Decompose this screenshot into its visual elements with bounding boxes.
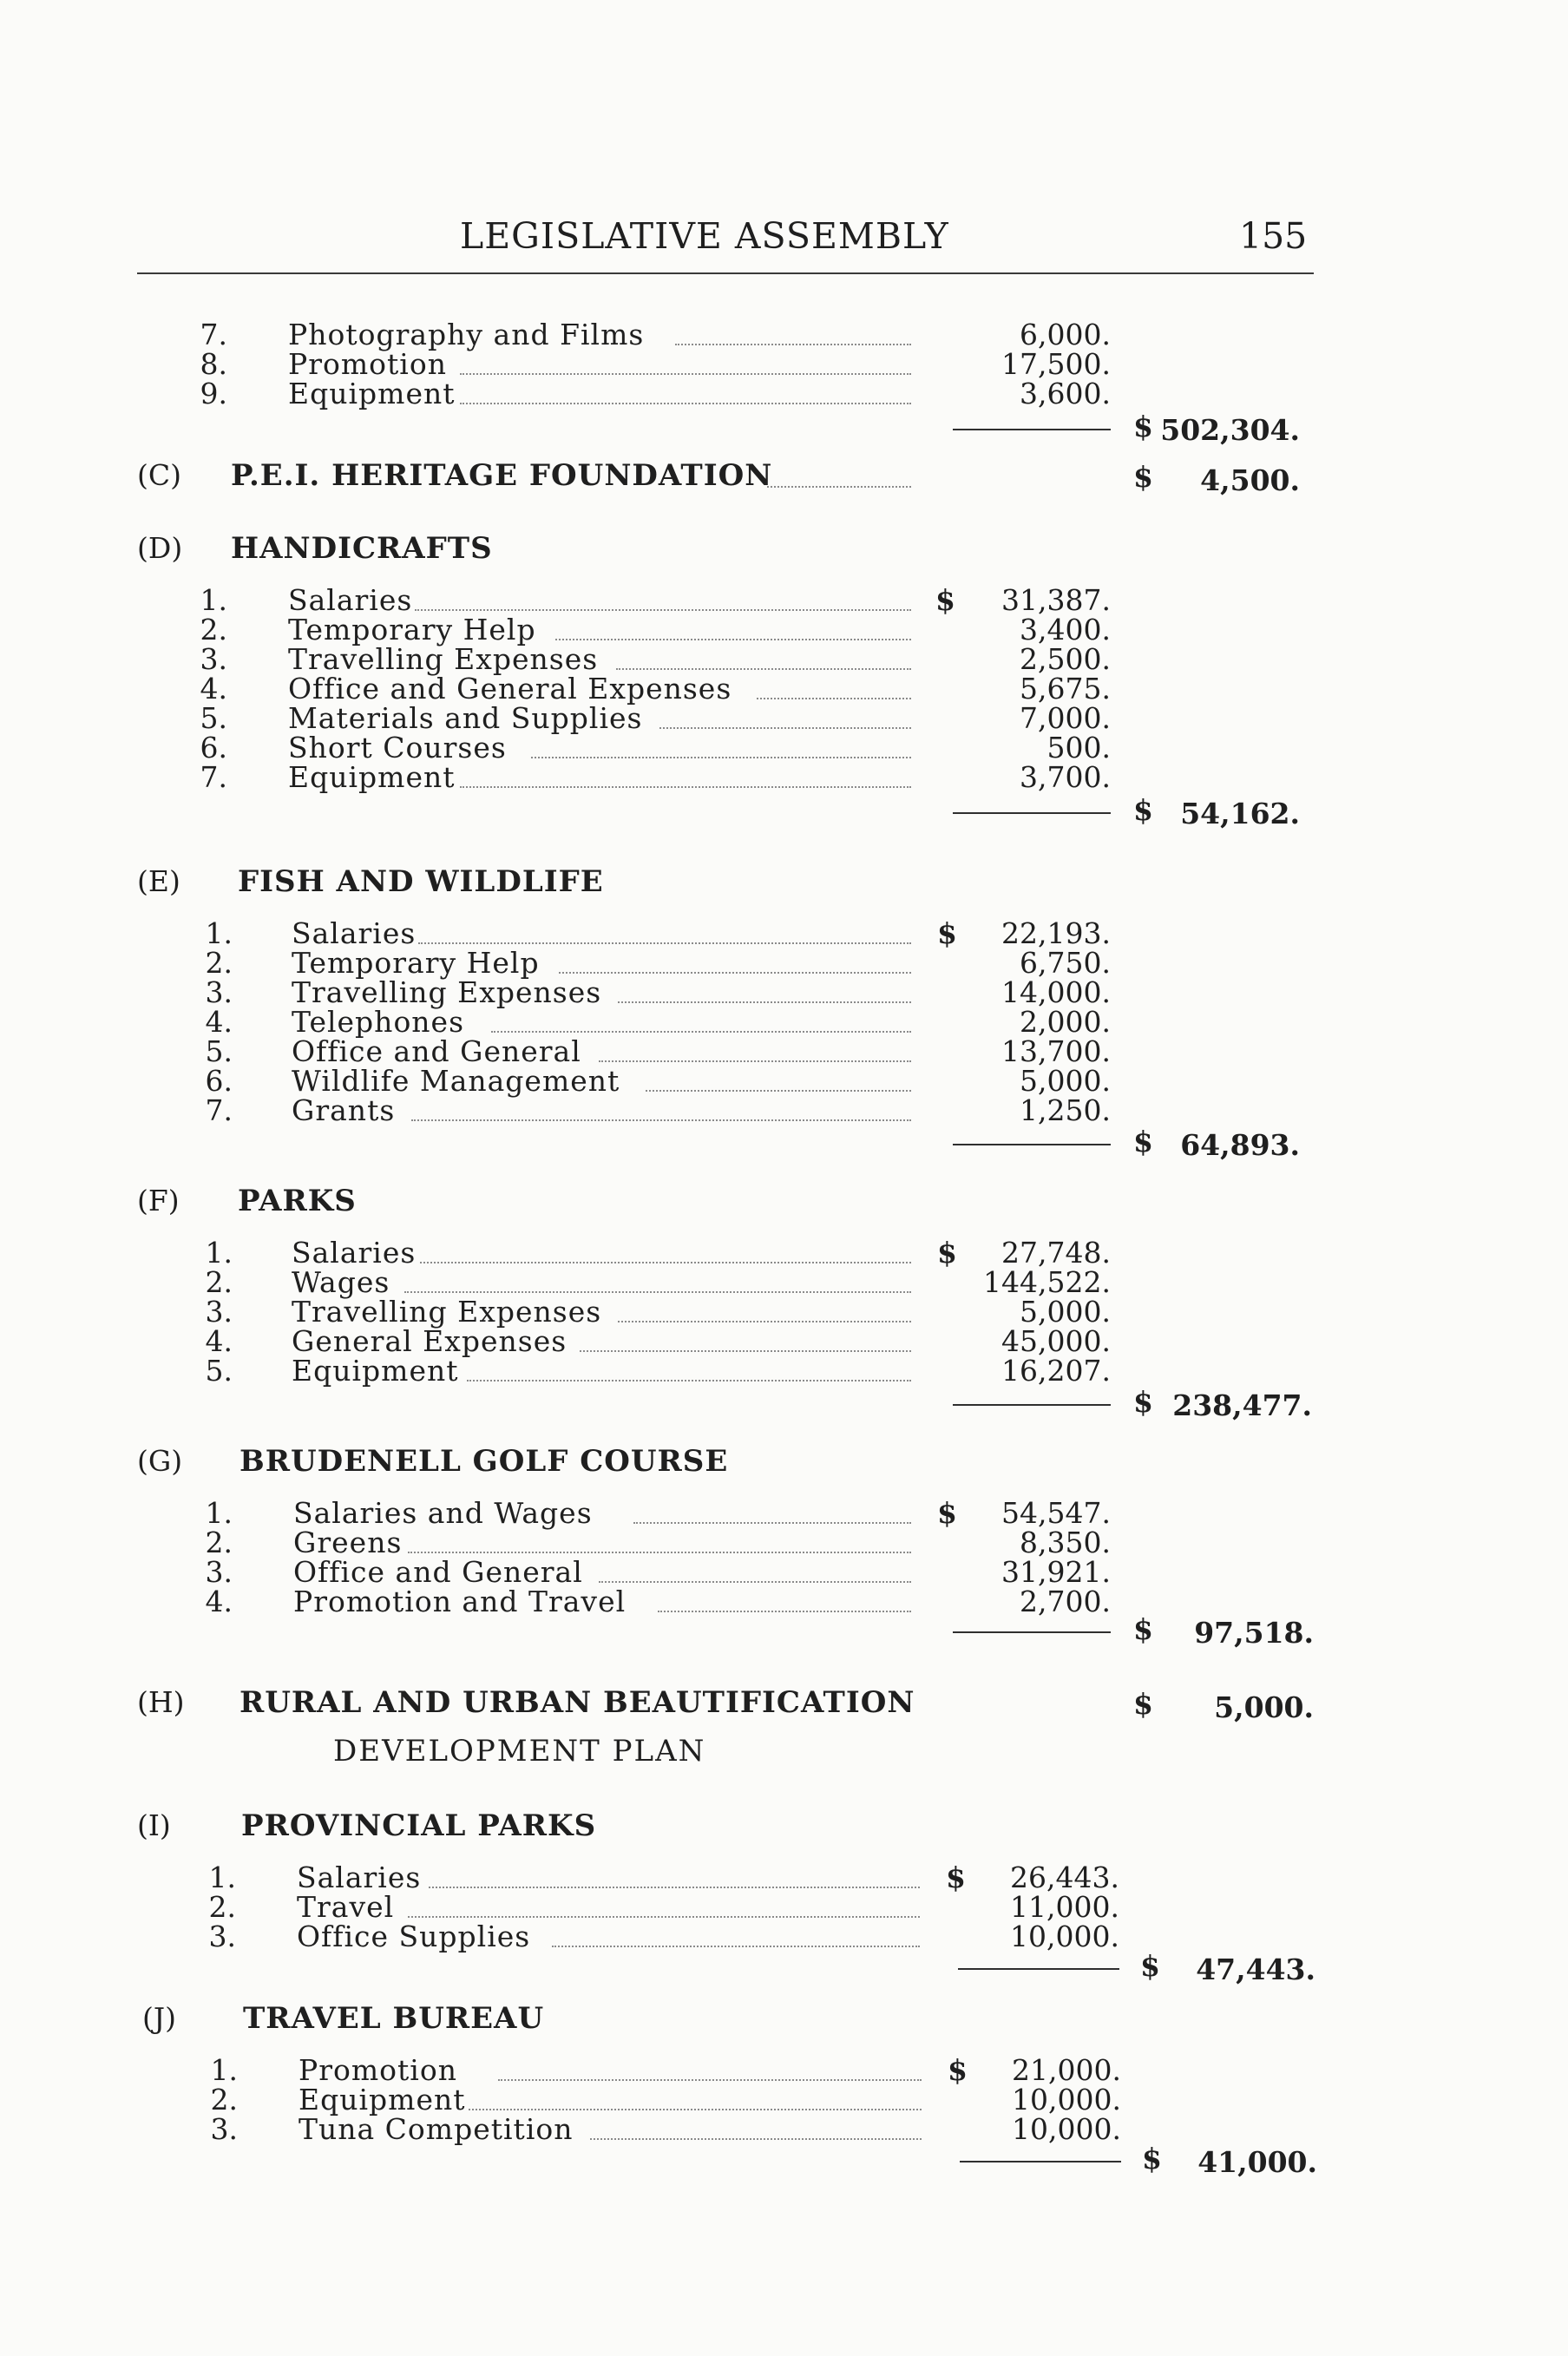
item-amount: 21,000. bbox=[1012, 2053, 1121, 2087]
item-label: Tuna Competition bbox=[299, 2112, 574, 2146]
dot-leader bbox=[469, 2109, 922, 2110]
item-number: 6. bbox=[200, 731, 227, 765]
item-number: 8. bbox=[200, 347, 227, 381]
item-number: 3. bbox=[208, 1920, 236, 1953]
item-number: 7. bbox=[205, 1093, 233, 1127]
item-label: Temporary Help bbox=[292, 946, 540, 980]
item-amount: 27,748. bbox=[1001, 1236, 1111, 1270]
item-label: General Expenses bbox=[292, 1324, 567, 1358]
section-title: P.E.I. HERITAGE FOUNDATION bbox=[231, 458, 773, 493]
item-amount: 22,193. bbox=[1001, 916, 1111, 950]
item-number: 1. bbox=[208, 1861, 236, 1894]
item-amount: 13,700. bbox=[1001, 1034, 1111, 1068]
item-label: Salaries bbox=[288, 583, 413, 617]
item-number: 2. bbox=[210, 2083, 238, 2116]
item-label: Wildlife Management bbox=[292, 1064, 620, 1098]
item-amount: 17,500. bbox=[1001, 347, 1111, 381]
dollar-sign: $ bbox=[935, 583, 955, 617]
section-total: 97,518. bbox=[1194, 1616, 1314, 1650]
item-label: Short Courses bbox=[288, 731, 507, 765]
dot-leader bbox=[599, 1581, 911, 1583]
item-number: 3. bbox=[205, 1295, 233, 1329]
dot-leader bbox=[408, 1552, 911, 1553]
section-title: RURAL AND URBAN BEAUTIFICATION bbox=[239, 1685, 915, 1720]
section-letter: (C) bbox=[137, 458, 181, 492]
section-title: FISH AND WILDLIFE bbox=[238, 864, 604, 899]
item-label: Equipment bbox=[288, 760, 456, 794]
section-total: 54,162. bbox=[1180, 797, 1300, 830]
dollar-sign: $ bbox=[1133, 1125, 1153, 1158]
dot-leader bbox=[498, 2079, 922, 2081]
section-letter: (I) bbox=[137, 1808, 171, 1842]
item-label: Photography and Films bbox=[288, 318, 645, 351]
section-total: 4,500. bbox=[1200, 463, 1300, 497]
dot-leader bbox=[552, 1946, 920, 1947]
item-amount: 2,500. bbox=[1020, 642, 1111, 676]
item-number: 7. bbox=[200, 318, 227, 351]
item-number: 3. bbox=[205, 1555, 233, 1589]
item-label: Office and General Expenses bbox=[288, 672, 732, 705]
item-number: 7. bbox=[200, 760, 227, 794]
dot-leader bbox=[531, 757, 911, 758]
dollar-sign: $ bbox=[1133, 793, 1153, 827]
header-rule bbox=[137, 272, 1314, 274]
item-label: Equipment bbox=[292, 1354, 459, 1388]
item-amount: 6,750. bbox=[1020, 946, 1111, 980]
item-amount: 7,000. bbox=[1020, 701, 1111, 735]
dot-leader bbox=[418, 942, 911, 944]
dollar-sign: $ bbox=[937, 1236, 957, 1270]
section-letter: (H) bbox=[137, 1685, 185, 1719]
section-title: TRAVEL BUREAU bbox=[243, 2001, 545, 2036]
item-number: 5. bbox=[205, 1354, 233, 1388]
subtotal-rule bbox=[953, 812, 1111, 814]
item-number: 1. bbox=[205, 1496, 233, 1530]
item-amount: 144,522. bbox=[983, 1265, 1111, 1299]
item-label: Equipment bbox=[299, 2083, 466, 2116]
item-label: Office and General bbox=[292, 1034, 581, 1068]
section-total: 5,000. bbox=[1214, 1690, 1314, 1724]
dollar-sign: $ bbox=[1140, 1949, 1160, 1983]
item-label: Wages bbox=[292, 1265, 390, 1299]
dot-leader bbox=[420, 1262, 911, 1263]
section-letter: (E) bbox=[137, 864, 180, 898]
item-label: Materials and Supplies bbox=[288, 701, 643, 735]
page-number: 155 bbox=[1239, 215, 1308, 257]
dollar-sign: $ bbox=[1133, 1385, 1153, 1419]
item-number: 1. bbox=[200, 583, 227, 617]
item-amount: 14,000. bbox=[1001, 975, 1111, 1009]
item-amount: 3,600. bbox=[1020, 377, 1111, 410]
dot-leader bbox=[616, 668, 911, 670]
section-subtitle: DEVELOPMENT PLAN bbox=[333, 1734, 706, 1769]
item-label: Travelling Expenses bbox=[288, 642, 599, 676]
item-label: Salaries bbox=[297, 1861, 422, 1894]
dot-leader bbox=[633, 1522, 911, 1524]
item-label: Salaries and Wages bbox=[293, 1496, 593, 1530]
item-amount: 500. bbox=[1046, 731, 1111, 765]
item-amount: 5,675. bbox=[1020, 672, 1111, 705]
dot-leader bbox=[411, 1119, 911, 1121]
dot-leader bbox=[460, 403, 911, 404]
item-label: Travel bbox=[297, 1890, 395, 1924]
subtotal-rule bbox=[958, 1968, 1119, 1970]
item-amount: 10,000. bbox=[1012, 2083, 1121, 2116]
item-label: Grants bbox=[292, 1093, 396, 1127]
item-amount: 31,921. bbox=[1001, 1555, 1111, 1589]
dot-leader bbox=[757, 698, 911, 699]
subtotal-rule bbox=[953, 1144, 1111, 1145]
item-number: 3. bbox=[205, 975, 233, 1009]
item-amount: 8,350. bbox=[1020, 1526, 1111, 1559]
item-amount: 2,700. bbox=[1020, 1585, 1111, 1618]
item-label: Promotion bbox=[299, 2053, 457, 2087]
item-amount: 3,400. bbox=[1020, 613, 1111, 646]
item-number: 3. bbox=[210, 2112, 238, 2146]
item-number: 1. bbox=[210, 2053, 238, 2087]
item-number: 4. bbox=[200, 672, 227, 705]
item-number: 2. bbox=[200, 613, 227, 646]
item-amount: 54,547. bbox=[1001, 1496, 1111, 1530]
section-title: PROVINCIAL PARKS bbox=[241, 1808, 597, 1843]
item-amount: 3,700. bbox=[1020, 760, 1111, 794]
dot-leader bbox=[415, 609, 911, 611]
dot-leader bbox=[658, 1611, 911, 1612]
dot-leader bbox=[646, 1090, 911, 1092]
dollar-sign: $ bbox=[948, 2053, 968, 2087]
dot-leader bbox=[675, 344, 911, 345]
item-amount: 16,207. bbox=[1001, 1354, 1111, 1388]
item-number: 2. bbox=[205, 1526, 233, 1559]
section-total: 41,000. bbox=[1197, 2145, 1317, 2179]
item-amount: 10,000. bbox=[1010, 1920, 1119, 1953]
item-number: 4. bbox=[205, 1585, 233, 1618]
item-number: 4. bbox=[205, 1324, 233, 1358]
item-number: 2. bbox=[205, 946, 233, 980]
dollar-sign: $ bbox=[1133, 1612, 1153, 1646]
item-number: 6. bbox=[205, 1064, 233, 1098]
subtotal-rule bbox=[960, 2161, 1121, 2162]
dot-leader bbox=[590, 2138, 922, 2140]
dollar-sign: $ bbox=[1133, 1687, 1153, 1721]
dot-leader bbox=[404, 1291, 911, 1293]
dot-leader bbox=[580, 1350, 911, 1352]
item-label: Travelling Expenses bbox=[292, 1295, 602, 1329]
item-amount: 26,443. bbox=[1010, 1861, 1119, 1894]
item-label: Salaries bbox=[292, 1236, 417, 1270]
item-number: 9. bbox=[200, 377, 227, 410]
dot-leader bbox=[618, 1321, 911, 1322]
dot-leader bbox=[460, 373, 911, 375]
dot-leader bbox=[618, 1001, 911, 1003]
item-number: 2. bbox=[208, 1890, 236, 1924]
dot-leader bbox=[659, 727, 911, 729]
dot-leader bbox=[467, 1380, 911, 1381]
item-amount: 10,000. bbox=[1012, 2112, 1121, 2146]
dot-leader bbox=[408, 1916, 920, 1918]
dot-leader bbox=[429, 1887, 920, 1888]
item-label: Equipment bbox=[288, 377, 456, 410]
dot-leader bbox=[559, 972, 911, 974]
item-label: Greens bbox=[293, 1526, 403, 1559]
section-letter: (D) bbox=[137, 531, 183, 565]
section-total: 502,304. bbox=[1160, 413, 1300, 447]
dot-leader bbox=[491, 1031, 911, 1033]
dollar-sign: $ bbox=[1142, 2142, 1162, 2176]
item-label: Salaries bbox=[292, 916, 417, 950]
item-number: 5. bbox=[200, 701, 227, 735]
item-label: Temporary Help bbox=[288, 613, 536, 646]
item-amount: 5,000. bbox=[1020, 1064, 1111, 1098]
dollar-sign: $ bbox=[1133, 410, 1153, 443]
item-amount: 45,000. bbox=[1001, 1324, 1111, 1358]
item-number: 5. bbox=[205, 1034, 233, 1068]
item-number: 4. bbox=[205, 1005, 233, 1039]
item-amount: 2,000. bbox=[1020, 1005, 1111, 1039]
section-total: 238,477. bbox=[1172, 1388, 1312, 1422]
dollar-sign: $ bbox=[937, 916, 957, 950]
item-label: Travelling Expenses bbox=[292, 975, 602, 1009]
subtotal-rule bbox=[953, 1404, 1111, 1406]
item-number: 1. bbox=[205, 916, 233, 950]
section-total: 47,443. bbox=[1196, 1952, 1315, 1986]
page-header-title: LEGISLATIVE ASSEMBLY bbox=[460, 215, 949, 257]
item-amount: 6,000. bbox=[1020, 318, 1111, 351]
section-total: 64,893. bbox=[1180, 1128, 1300, 1162]
subtotal-rule bbox=[953, 1631, 1111, 1633]
item-label: Telephones bbox=[292, 1005, 465, 1039]
dot-leader bbox=[767, 486, 911, 488]
item-amount: 31,387. bbox=[1001, 583, 1111, 617]
item-label: Office Supplies bbox=[297, 1920, 531, 1953]
dollar-sign: $ bbox=[1133, 460, 1153, 494]
section-title: PARKS bbox=[238, 1184, 357, 1218]
dot-leader bbox=[599, 1060, 911, 1062]
subtotal-rule bbox=[953, 429, 1111, 430]
item-amount: 5,000. bbox=[1020, 1295, 1111, 1329]
dollar-sign: $ bbox=[946, 1861, 966, 1894]
item-label: Promotion bbox=[288, 347, 447, 381]
item-label: Office and General bbox=[293, 1555, 583, 1589]
item-number: 3. bbox=[200, 642, 227, 676]
section-letter: (G) bbox=[137, 1444, 183, 1478]
item-amount: 11,000. bbox=[1010, 1890, 1119, 1924]
dollar-sign: $ bbox=[937, 1496, 957, 1530]
section-title: BRUDENELL GOLF COURSE bbox=[239, 1444, 729, 1479]
section-letter: (J) bbox=[142, 2001, 176, 2035]
section-title: HANDICRAFTS bbox=[231, 531, 493, 566]
item-number: 2. bbox=[205, 1265, 233, 1299]
item-label: Promotion and Travel bbox=[293, 1585, 627, 1618]
dot-leader bbox=[555, 639, 911, 640]
item-number: 1. bbox=[205, 1236, 233, 1270]
dot-leader bbox=[460, 786, 911, 788]
section-letter: (F) bbox=[137, 1184, 180, 1217]
item-amount: 1,250. bbox=[1020, 1093, 1111, 1127]
